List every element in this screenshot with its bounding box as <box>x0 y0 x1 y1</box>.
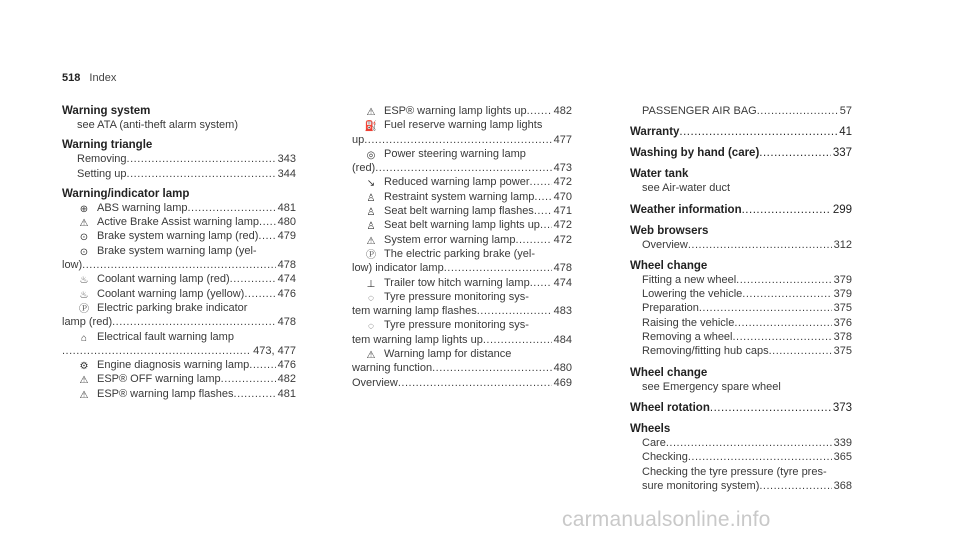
index-subentry[interactable]: ♙ Seat belt warning lamp flashes ..... 471 <box>352 204 572 218</box>
page-header <box>62 72 116 84</box>
brake-system-icon: ⊙ <box>79 232 89 244</box>
index-subentry-cont[interactable]: tem warning lamp lights up ..... 484 <box>352 333 572 347</box>
entry-heading: Wheels <box>630 422 671 435</box>
index-subentry[interactable]: ↘ Reduced warning lamp power ..... 472 <box>352 175 572 189</box>
index-subentry-cont[interactable]: low) ..... 478 <box>62 258 296 272</box>
index-subentry[interactable]: ⛽ Fuel reserve warning lamp lights <box>364 119 543 133</box>
index-subentry-cont[interactable]: warning function ..... 480 <box>352 361 572 375</box>
index-column-2 <box>352 104 572 390</box>
index-column-1 <box>62 104 296 401</box>
index-subentry[interactable]: ⚠ Warning lamp for distance <box>352 347 572 361</box>
index-entry[interactable]: Wheel rotation ..... 373 <box>630 401 852 415</box>
index-subentry[interactable]: Setting up ..... 344 <box>62 167 296 181</box>
index-subentry[interactable]: ♙ Seat belt warning lamp lights up ..... 472 <box>352 218 572 232</box>
parking-brake-icon: Ⓟ <box>79 303 89 315</box>
esp-icon: ⚠ <box>366 107 376 118</box>
entry-heading: Wheel change <box>630 366 708 379</box>
index-subentry-cont[interactable]: up ..... 477 <box>352 133 572 147</box>
index-subentry-cont[interactable]: tem warning lamp flashes ..... 483 <box>352 304 572 318</box>
index-subentry-cont[interactable]: low) indicator lamp ..... 478 <box>352 261 572 275</box>
tyre-pressure-icon: ◌ <box>368 292 374 304</box>
index-subentry-cont[interactable]: sure monitoring system) ..... 368 <box>630 479 852 493</box>
index-subentry[interactable]: ◎ Power steering warning lamp <box>352 147 572 161</box>
page-number: 518 <box>62 72 81 84</box>
electrical-fault-icon: ⌂ <box>80 332 88 344</box>
entry-heading: Web browsers <box>630 224 709 237</box>
esp-icon: ⚠ <box>79 389 89 401</box>
seat-belt-icon: ♙ <box>366 207 376 219</box>
entry-heading: Warning triangle <box>62 139 153 152</box>
engine-diagnosis-icon: ⚙ <box>79 361 89 373</box>
index-subentry[interactable]: ⚠ ESP® warning lamp lights up ..... 482 <box>352 104 572 118</box>
index-subentry[interactable]: Removing a wheel ..... 378 <box>630 330 852 344</box>
brake-system-icon: ⊙ <box>79 246 89 258</box>
index-subentry[interactable]: Care ..... 339 <box>630 436 852 450</box>
abs-icon: ⊕ <box>79 203 89 215</box>
entry-heading: Water tank <box>630 168 689 181</box>
index-subentry[interactable]: ♨ Coolant warning lamp (red) ..... 474 <box>62 272 296 286</box>
seat-belt-icon: ♙ <box>366 221 376 233</box>
see-reference: see Air-water duct <box>642 182 731 195</box>
tyre-pressure-icon: ◌ <box>368 321 374 333</box>
index-subentry[interactable]: ⚙ Engine diagnosis warning lamp ..... 476 <box>62 358 296 372</box>
index-subentry[interactable]: ⌂ Electrical fault warning lamp <box>62 330 296 344</box>
index-subentry[interactable]: Checking the tyre pressure (tyre pres- <box>642 465 827 478</box>
system-error-icon: ⚠ <box>366 235 376 247</box>
parking-brake-icon: Ⓟ <box>366 249 376 261</box>
coolant-icon: ♨ <box>79 275 89 287</box>
index-subentry-cont[interactable]: ..... 473, 477 <box>62 344 296 358</box>
index-subentry[interactable]: ♙ Restraint system warning lamp ..... 470 <box>352 190 572 204</box>
index-column-3 <box>630 104 852 493</box>
index-subentry-cont[interactable]: lamp (red) ..... 478 <box>62 315 296 329</box>
index-subentry[interactable]: Removing ..... 343 <box>62 152 296 166</box>
index-subentry[interactable]: ⚠ Active Brake Assist warning lamp ..... 480 <box>62 215 296 229</box>
index-subentry[interactable]: PASSENGER AIR BAG ..... 57 <box>630 104 852 118</box>
watermark: carmanualsonline.info <box>562 508 771 531</box>
reduced-power-icon: ↘ <box>366 178 376 190</box>
index-subentry[interactable]: ⊕ ABS warning lamp ..... 481 <box>62 201 296 215</box>
coolant-icon: ♨ <box>79 289 89 301</box>
index-subentry[interactable]: ◌ Tyre pressure monitoring sys- <box>352 318 572 332</box>
entry-heading: Warning/indicator lamp <box>62 187 190 200</box>
index-subentry-cont[interactable]: (red) ..... 473 <box>352 161 572 175</box>
index-subentry[interactable]: Raising the vehicle ..... 376 <box>630 316 852 330</box>
index-subentry[interactable]: ⚠ ESP® OFF warning lamp ..... 482 <box>62 372 296 386</box>
index-subentry[interactable]: Ⓟ Electric parking brake indicator <box>79 301 248 315</box>
index-subentry[interactable]: ♨ Coolant warning lamp (yellow) ..... 476 <box>62 287 296 301</box>
index-subentry[interactable]: ⊙ Brake system warning lamp (yel- <box>62 244 296 258</box>
see-reference: see Emergency spare wheel <box>642 380 781 393</box>
entry-heading: Wheel change <box>630 259 708 272</box>
index-subentry[interactable]: Overview ..... 469 <box>352 376 572 390</box>
brake-assist-icon: ⚠ <box>79 218 89 230</box>
index-subentry[interactable]: Ⓟ The electric parking brake (yel- <box>366 247 536 261</box>
index-subentry[interactable]: Removing/fitting hub caps ..... 375 <box>630 344 852 358</box>
see-reference: see ATA (anti-theft alarm system) <box>77 119 238 131</box>
section-title: Index <box>89 72 117 84</box>
index-entry[interactable]: Warranty ..... 41 <box>630 125 852 139</box>
index-subentry[interactable]: ◌ Tyre pressure monitoring sys- <box>352 290 572 304</box>
fuel-icon: ⛽ <box>364 121 378 133</box>
restraint-icon: ♙ <box>366 192 376 204</box>
entry-heading: Warning system <box>62 105 151 117</box>
distance-warning-icon: ⚠ <box>366 350 376 362</box>
index-subentry[interactable]: ⊥ Trailer tow hitch warning lamp ..... 474 <box>352 276 572 290</box>
index-entry[interactable]: Weather information ..... 299 <box>630 203 852 217</box>
index-subentry[interactable]: ⚠ System error warning lamp ..... 472 <box>352 233 572 247</box>
power-steering-icon: ◎ <box>366 149 376 161</box>
trailer-hitch-icon: ⊥ <box>366 278 376 290</box>
index-subentry[interactable]: Preparation ..... 375 <box>630 301 852 315</box>
index-entry[interactable]: Washing by hand (care) ..... 337 <box>630 146 852 160</box>
esp-off-icon: ⚠ <box>79 375 89 387</box>
index-subentry[interactable]: Overview ..... 312 <box>630 238 852 252</box>
index-subentry[interactable]: ⊙ Brake system warning lamp (red) ..... 479 <box>62 229 296 243</box>
index-subentry[interactable]: Checking ..... 365 <box>630 450 852 464</box>
index-subentry[interactable]: Lowering the vehicle ..... 379 <box>630 287 852 301</box>
index-subentry[interactable]: Fitting a new wheel ..... 379 <box>630 273 852 287</box>
index-subentry[interactable]: ⚠ ESP® warning lamp flashes ..... 481 <box>62 387 296 401</box>
